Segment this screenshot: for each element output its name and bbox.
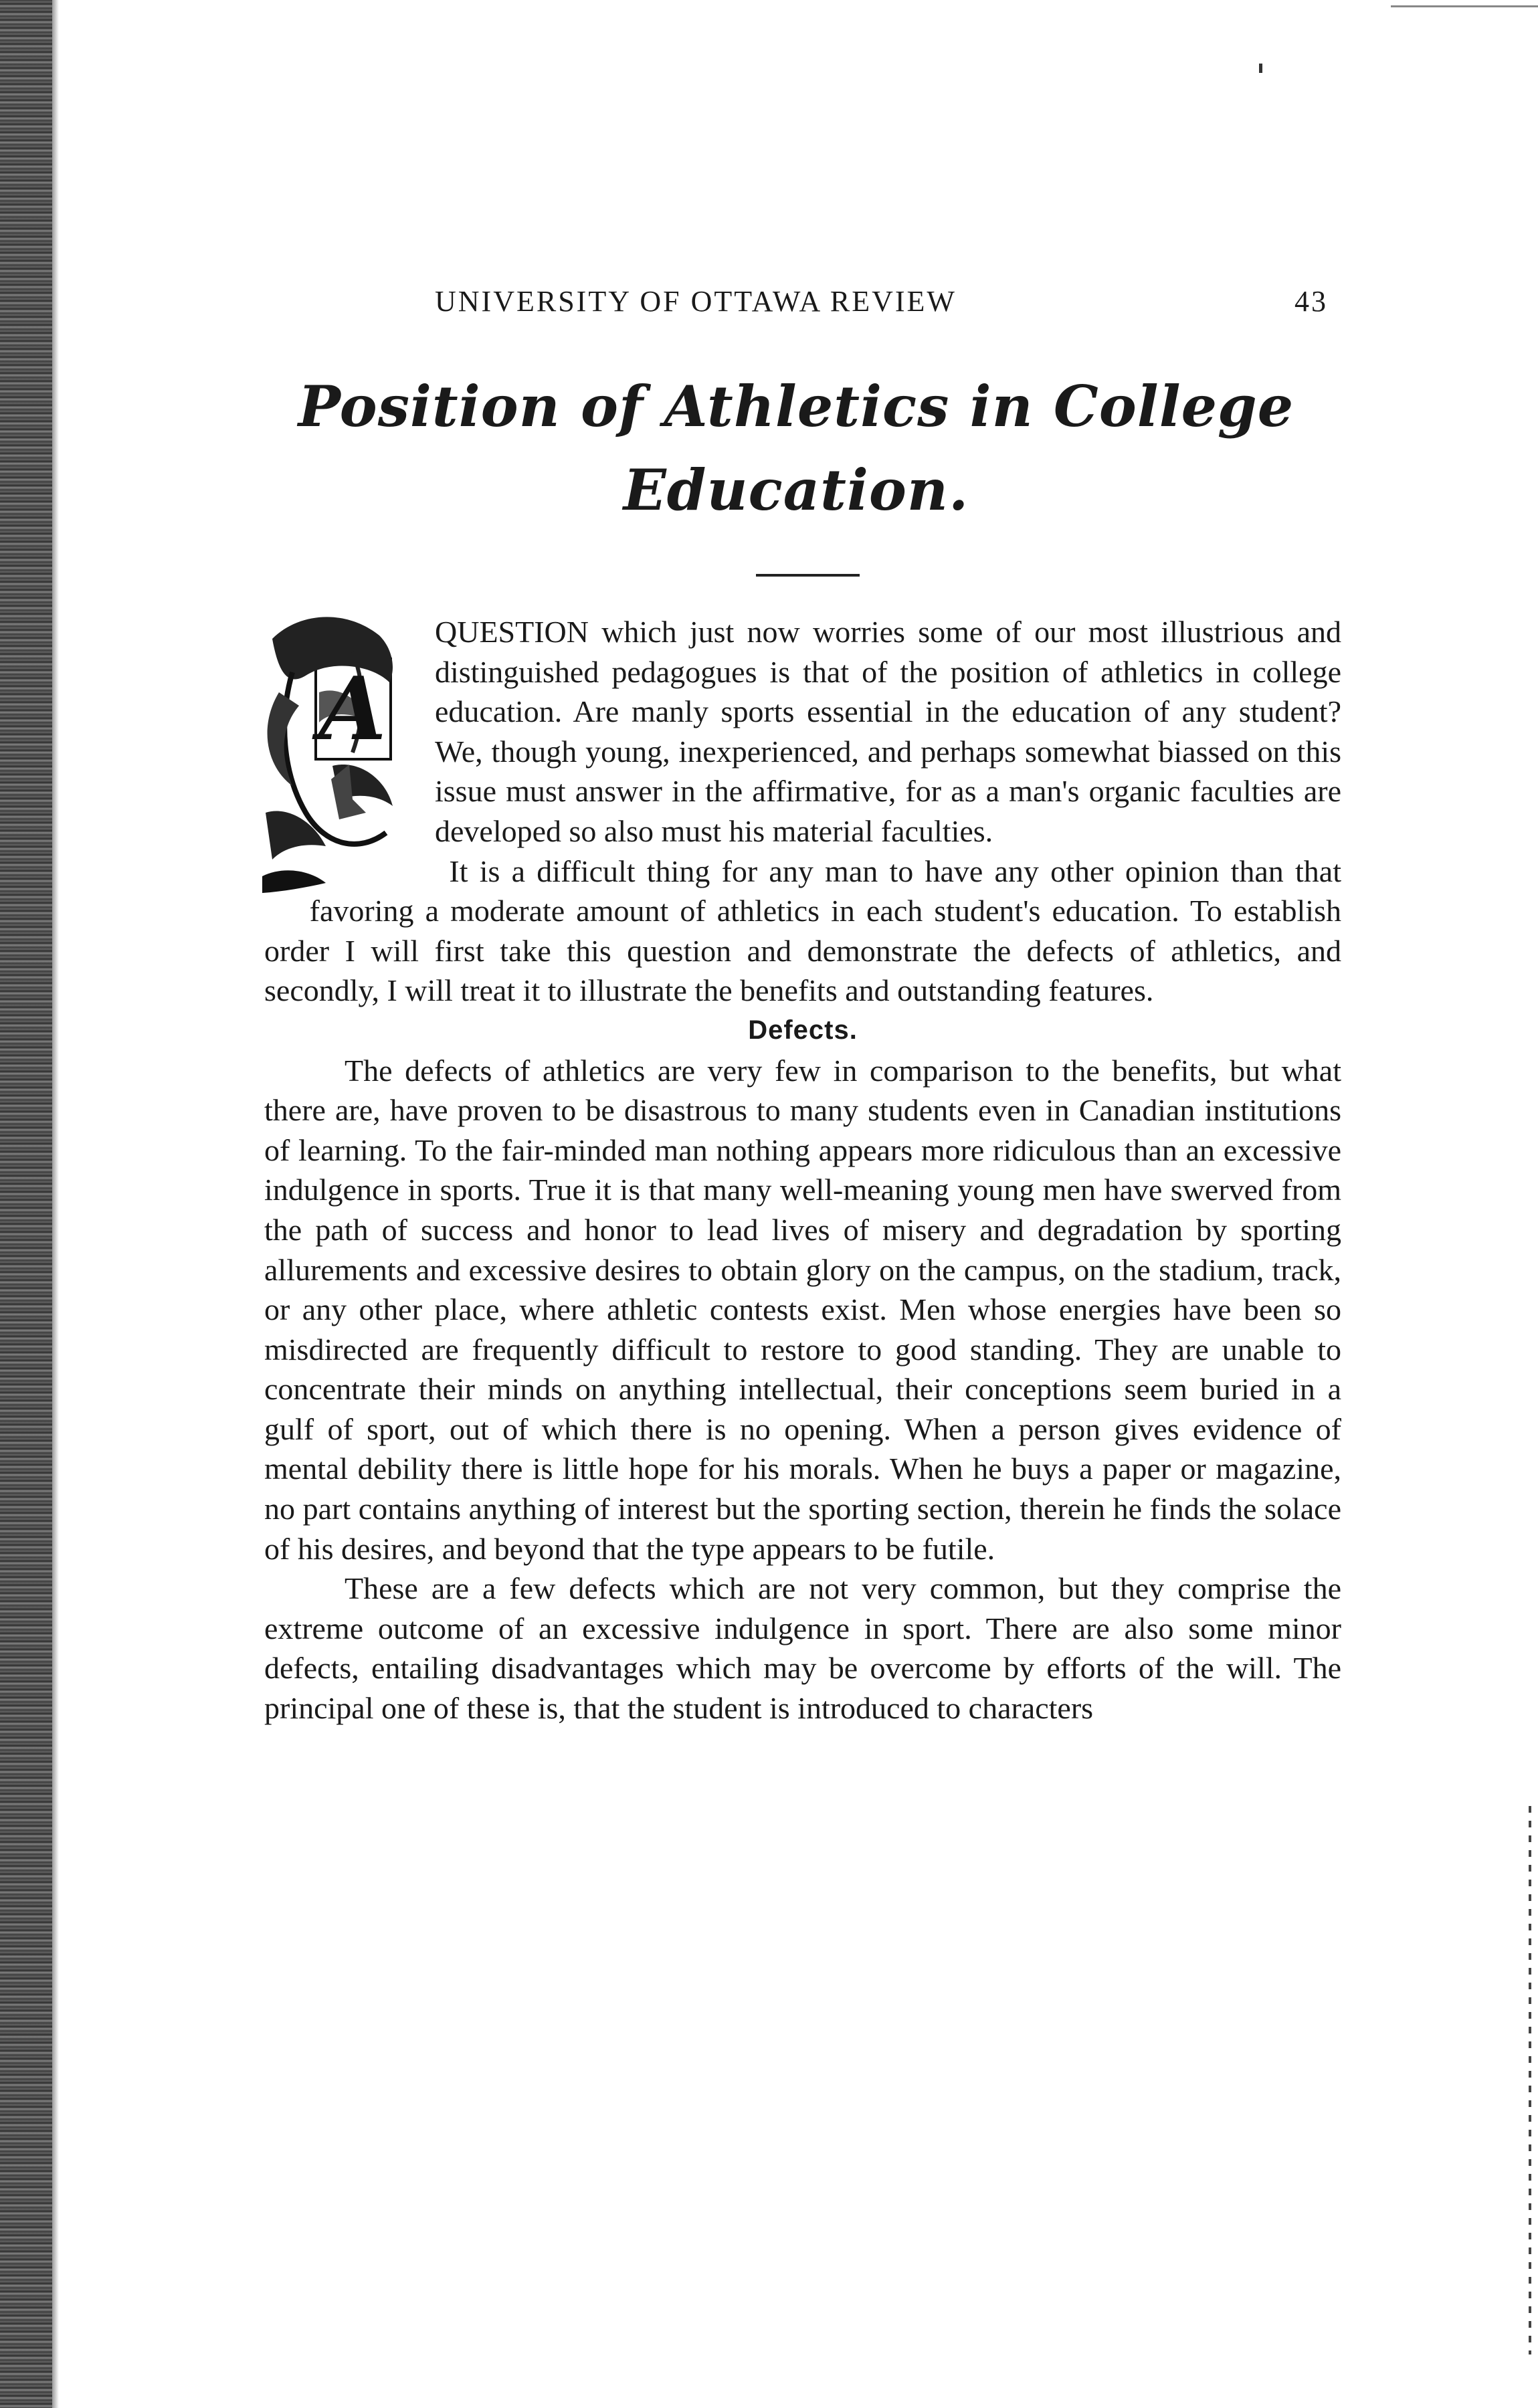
section-heading-defects: Defects.: [748, 1015, 858, 1045]
ornamental-drop-cap: [252, 612, 416, 900]
drop-cap-ornament-icon: [252, 612, 416, 900]
scan-binding-edge: [0, 0, 52, 2408]
scan-top-rule: [1391, 5, 1538, 7]
scan-binding-shadow: [52, 0, 59, 2408]
scan-speck: [1259, 64, 1262, 73]
article-body: [264, 612, 1341, 1728]
scan-right-margin-marks: [1529, 1806, 1531, 2354]
paragraph-3: The defects of athletics are very few in comparison to the benefits, but what there are, have proven to be disastrous to many students even in Canadian institutions of learning. To the fair-minded man nothing appears more ridiculous than an excessive indulgence in sports. True it is that many well-meaning young men have swerved from the path of success and honor to lead lives of misery and degradation by sporting allurements and excessive desires to obtain glory on the campus, on the stadium, track, or any other place, where athletic contests exist. Men whose energies have been so misdirected are frequently difficult to restore to good standing. They are unable to concentrate their minds on anything intellectual, their conceptions seem buried in a gulf of sport, out of which there is no opening. When a person gives evidence of mental debility there is little hope for his morals. When he buys a paper or magazine, no part contains anything of interest but the sporting section, therein he finds the solace of his desires, and beyond that the type appears to be futile.: [264, 1053, 1341, 1566]
article-title: Position of Athletics in College Education.: [298, 373, 1294, 523]
journal-title: UNIVERSITY OF OTTAWA REVIEW: [435, 285, 957, 318]
paragraph-2: It is a difficult thing for any man to have any other opinion than that favoring a moderate amount of athletics in each student's education. To establish order I will first take this question and demonstrate the defects of athletics, and secondly, I will treat it to illustrate the benefits and outstanding features.: [264, 854, 1341, 1008]
paragraph-4: These are a few defects which are not very common, but they comprise the extreme outcome of an excessive indulgence in sport. There are also some minor defects, entailing disadvantages which may be overcome by efforts of the will. The principal one of these is, that the student is introduced to characters: [264, 1571, 1341, 1726]
running-head: [435, 284, 1328, 324]
drop-cap-letter: A: [318, 658, 387, 760]
title-divider: [756, 574, 860, 577]
page-number: 43: [1294, 285, 1328, 318]
intro-paragraph: QUESTION which just now worries some of our most illustrious and distinguished pedagogues is that of the position of athletics in college education. Are manly sports essential in the education of any student? We, though young, inexperienced, and perhaps somewhat biassed on this issue must answer in the affirmative, for as a man's organic faculties are developed so also must his material faculties.: [435, 615, 1341, 848]
